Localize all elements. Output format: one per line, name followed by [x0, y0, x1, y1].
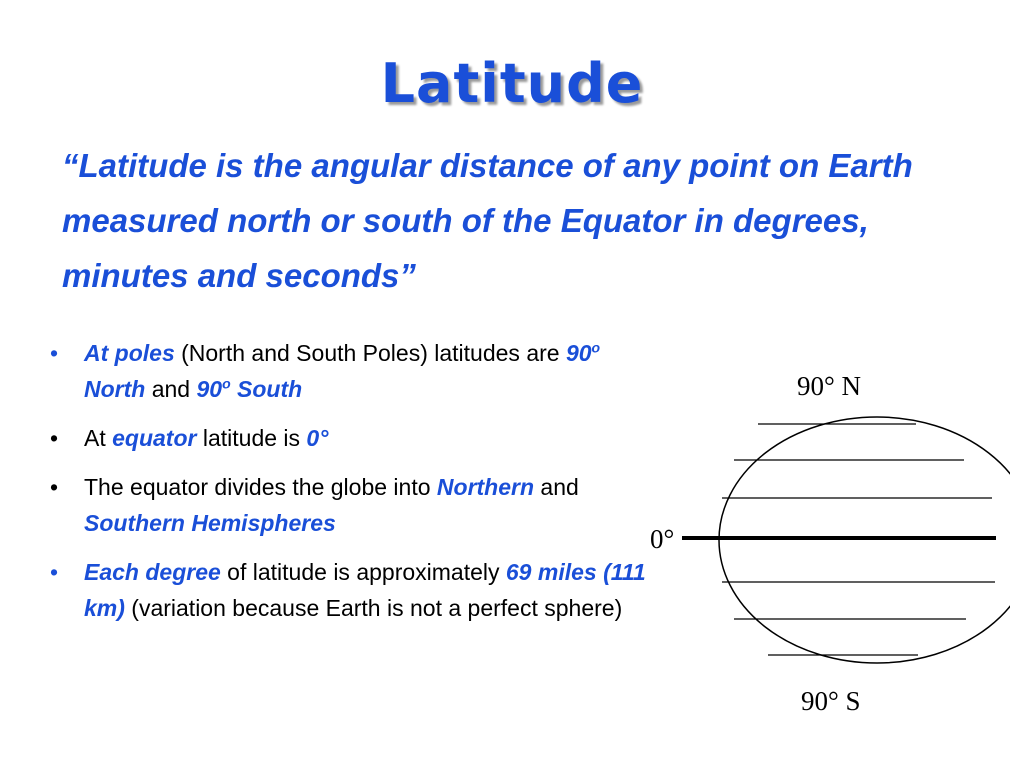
bullet-equator — [50, 420, 660, 456]
bullet-text: of latitude is approximately — [220, 559, 506, 585]
emphasis-zero-degree: 0° — [306, 425, 329, 451]
slide-title: Latitude — [380, 52, 644, 115]
bullet-text: and — [145, 376, 197, 402]
bullet-each-degree — [50, 554, 660, 626]
bullet-marker: • — [50, 425, 59, 451]
bullet-marker: • — [50, 340, 59, 366]
bullet-marker: • — [50, 474, 59, 500]
emphasis-90-south-value: 90 — [196, 376, 223, 402]
south-pole-label: 90° S — [801, 686, 861, 716]
bullet-text: latitude is — [196, 425, 307, 451]
equator-label: 0° — [650, 524, 675, 554]
emphasis-each-degree: Each degree — [84, 559, 221, 585]
bullet-list — [50, 335, 660, 639]
latitude-definition: “Latitude is the angular distance of any point on Earth measured north or south of the Equator in degrees, minutes and seconds” — [62, 147, 913, 294]
emphasis-at-poles: At poles — [84, 340, 175, 366]
bullet-text: (variation because Earth is not a perfect sphere) — [124, 595, 623, 621]
degree-superscript: o — [222, 375, 231, 392]
emphasis-southern-hemispheres: Southern Hemispheres — [84, 510, 336, 536]
north-pole-label: 90° N — [797, 371, 862, 401]
bullet-text: The equator divides the globe into — [84, 474, 437, 500]
degree-superscript: o — [591, 339, 601, 356]
emphasis-90-north-value: 90 — [565, 340, 592, 366]
emphasis-north: North — [84, 376, 146, 402]
emphasis-69-miles: 69 miles (111 km) — [84, 559, 646, 621]
bullet-poles — [50, 335, 660, 407]
emphasis-northern: Northern — [436, 474, 535, 500]
bullet-text: and — [534, 474, 579, 500]
bullet-text: At — [84, 425, 113, 451]
emphasis-equator: equator — [112, 425, 197, 451]
bullet-hemispheres — [50, 469, 660, 541]
emphasis-south: South — [230, 376, 303, 402]
bullet-marker: • — [50, 559, 59, 585]
latitude-globe-diagram — [630, 360, 1010, 720]
bullet-text: (North and South Poles) latitudes are — [174, 340, 566, 366]
